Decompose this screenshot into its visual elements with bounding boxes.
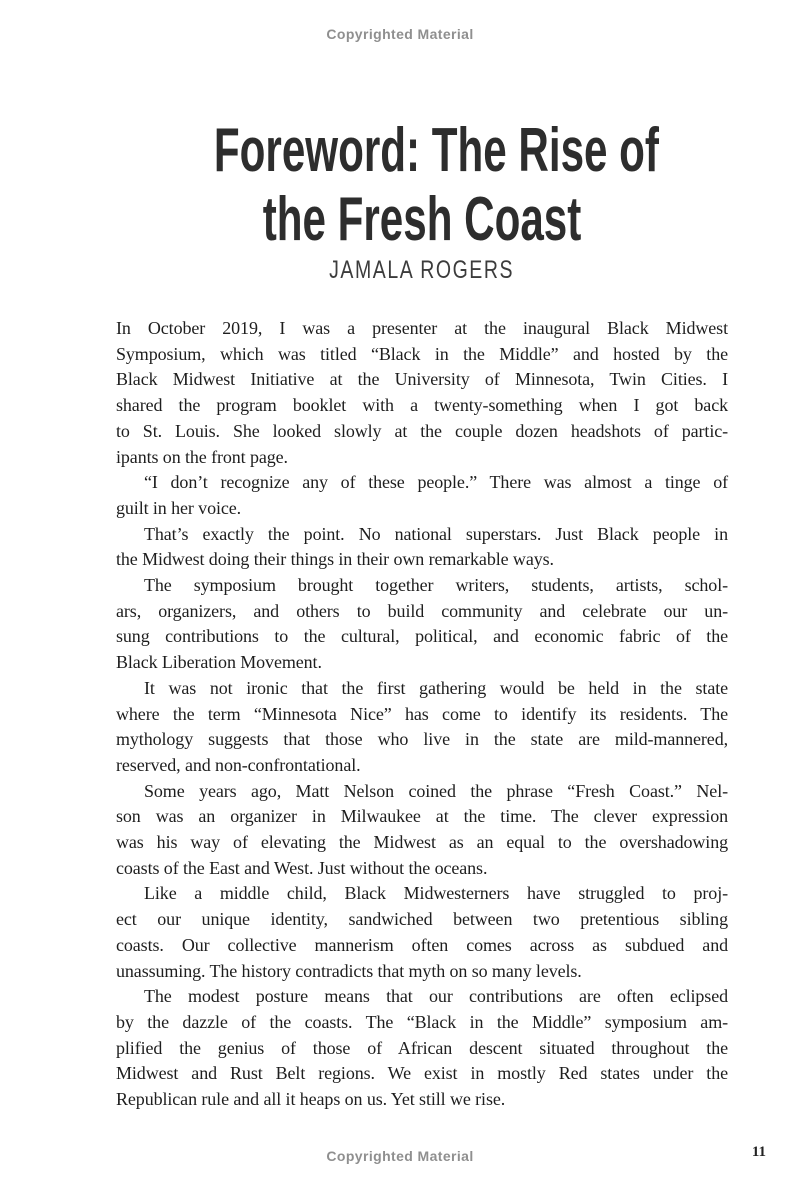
text-line: ect our unique identity, sandwiched between two pretentious sibling [116, 909, 728, 930]
chapter-title-line-2: the Fresh Coast [262, 185, 582, 254]
chapter-title-line-1: Foreword: The Rise of [213, 116, 659, 185]
paragraph [116, 676, 728, 779]
paragraph [116, 881, 728, 984]
paragraph [116, 316, 728, 470]
author-name: JAMALA ROGERS [329, 256, 515, 284]
text-line: The symposium brought together writers, students, artists, schol- [144, 575, 728, 596]
text-line: Some years ago, Matt Nelson coined the phrase “Fresh Coast.” Nel- [144, 780, 728, 801]
text-line: where the term “Minnesota Nice” has come to identify its residents. The [116, 703, 728, 724]
text-line: Republican rule and all it heaps on us. Yet still we rise. [116, 1089, 506, 1110]
text-line: Black Liberation Movement. [116, 652, 322, 673]
text-line: Symposium, which was titled “Black in the Middle” and hosted by the [116, 343, 728, 364]
top-copyright-notice: Copyrighted Material [326, 26, 474, 42]
text-line: Black Midwest Initiative at the University of Minnesota, Twin Cities. I [116, 369, 728, 390]
chapter-title [116, 116, 728, 254]
paragraph [116, 522, 728, 573]
text-line: plified the genius of those of African descent situated throughout the [116, 1037, 728, 1058]
text-line: the Midwest doing their things in their own remarkable ways. [116, 549, 554, 570]
body-text [116, 316, 728, 1113]
text-line: It was not ironic that the first gathering would be held in the state [144, 677, 728, 698]
text-line: Like a middle child, Black Midwesterners have struggled to proj- [144, 883, 728, 904]
text-line: mythology suggests that those who live in the state are mild-mannered, [116, 729, 728, 750]
text-line: by the dazzle of the coasts. The “Black in the Middle” symposium am- [116, 1011, 728, 1032]
text-line: The modest posture means that our contributions are often eclipsed [144, 986, 728, 1007]
text-line: ipants on the front page. [116, 446, 288, 467]
text-line: guilt in her voice. [116, 497, 242, 518]
text-line: coasts. Our collective mannerism often comes across as subdued and [116, 934, 728, 955]
author-byline [116, 256, 728, 284]
text-line: In October 2019, I was a presenter at the inaugural Black Midwest [116, 318, 728, 338]
text-line: Midwest and Rust Belt regions. We exist in mostly Red states under the [116, 1063, 728, 1084]
paragraph [116, 470, 728, 521]
text-line: sung contributions to the cultural, political, and economic fabric of the [116, 626, 728, 647]
bottom-copyright-notice: Copyrighted Material [326, 1148, 474, 1164]
text-line: reserved, and non-confrontational. [116, 754, 361, 775]
text-line: shared the program booklet with a twenty-something when I got back [116, 395, 728, 416]
text-line: coasts of the East and West. Just without the oceans. [116, 857, 488, 878]
text-line: unassuming. The history contradicts that myth on so many levels. [116, 960, 582, 981]
text-line: son was an organizer in Milwaukee at the time. The clever expression [116, 806, 728, 827]
text-line: to St. Louis. She looked slowly at the couple dozen headshots of partic- [116, 420, 728, 441]
paragraph [116, 984, 728, 1113]
text-line: was his way of elevating the Midwest as an equal to the overshadowing [116, 832, 728, 853]
text-line: “I don’t recognize any of these people.” There was almost a tinge of [144, 472, 728, 493]
text-line: ars, organizers, and others to build community and celebrate our un- [116, 600, 728, 621]
page-number: 11 [751, 1144, 766, 1160]
paragraph [116, 779, 728, 882]
text-line: That’s exactly the point. No national superstars. Just Black people in [144, 523, 728, 544]
paragraph [116, 573, 728, 676]
